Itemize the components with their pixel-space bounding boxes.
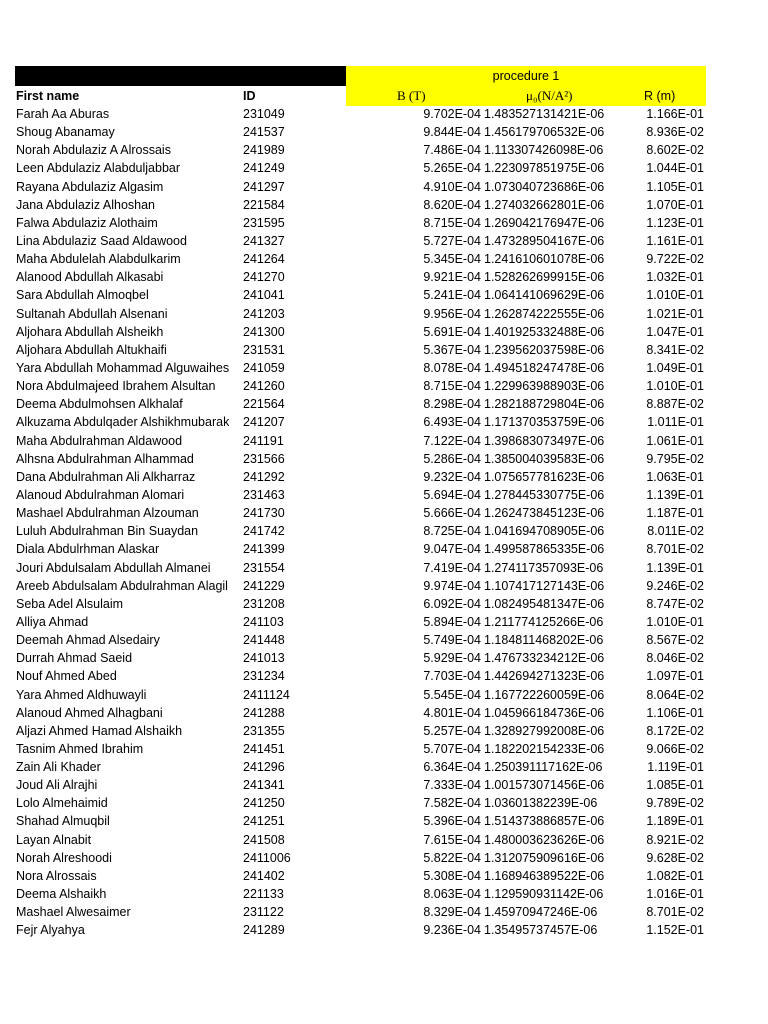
cell-r: 1.010E-01: [646, 288, 704, 303]
cell-b: 4.801E-04: [423, 705, 481, 720]
cell-r: 1.011E-01: [647, 415, 704, 430]
table-row: [0, 540, 768, 558]
cell-id: 241399: [243, 542, 285, 557]
table-row: [0, 686, 768, 704]
cell-r: 1.010E-01: [646, 614, 704, 629]
cell-b: 7.582E-04: [423, 796, 481, 811]
cell-first-name: Joud Ali Alrajhi: [16, 778, 98, 793]
cell-b: 9.921E-04: [423, 270, 481, 285]
cell-b: 7.122E-04: [423, 433, 481, 448]
cell-id: 221584: [243, 197, 285, 212]
cell-first-name: Shahad Almuqbil: [16, 814, 110, 829]
cell-mu: 1.269042176947E-06: [484, 215, 605, 230]
cell-mu: 1.262874222555E-06: [484, 306, 605, 321]
cell-mu: 1.168946389522E-06: [484, 868, 605, 883]
cell-r: 8.064E-02: [646, 687, 704, 702]
cell-first-name: Durrah Ahmad Saeid: [16, 651, 133, 666]
cell-b: 5.257E-04: [423, 723, 481, 738]
cell-r: 1.085E-01: [646, 778, 704, 793]
cell-first-name: Maha Abdulrahman Aldawood: [16, 433, 183, 448]
cell-b: 7.615E-04: [423, 832, 481, 847]
cell-mu: 1.082495481347E-06: [484, 596, 605, 611]
cell-mu: 1.476733234212E-06: [484, 651, 605, 666]
cell-b: 7.703E-04: [423, 669, 481, 684]
cell-id: 241297: [243, 179, 285, 194]
table-row: [0, 758, 768, 776]
table-row: [0, 722, 768, 740]
cell-r: 1.063E-01: [646, 469, 704, 484]
cell-first-name: Yara Ahmed Aldhuwayli: [16, 687, 147, 702]
cell-mu: 1.182202154233E-06: [484, 741, 605, 756]
cell-mu: 1.262473845123E-06: [484, 506, 605, 521]
cell-b: 5.694E-04: [423, 487, 481, 502]
cell-mu: 1.528262699915E-06: [484, 270, 605, 285]
cell-first-name: Tasnim Ahmed Ibrahim: [16, 741, 144, 756]
cell-first-name: Shoug Abanamay: [16, 125, 115, 140]
cell-r: 1.161E-01: [646, 233, 704, 248]
cell-first-name: Zain Ali Khader: [16, 760, 101, 775]
cell-r: 1.123E-01: [646, 215, 704, 230]
cell-mu: 1.35495737457E-06: [484, 923, 598, 938]
cell-r: 1.032E-01: [646, 270, 704, 285]
cell-b: 6.364E-04: [423, 760, 481, 775]
cell-mu: 1.229963988903E-06: [484, 379, 605, 394]
cell-id: 2411006: [243, 850, 291, 865]
cell-first-name: Lina Abdulaziz Saad Aldawood: [16, 233, 187, 248]
cell-r: 1.049E-01: [646, 360, 704, 375]
cell-r: 1.010E-01: [646, 379, 704, 394]
cell-mu: 1.312075909616E-06: [484, 850, 605, 865]
cell-first-name: Aljazi Ahmed Hamad Alshaikh: [16, 723, 183, 738]
table-row: [0, 559, 768, 577]
cell-r: 8.701E-02: [646, 542, 704, 557]
cell-first-name: Areeb Abdulsalam Abdulrahman Alagil: [16, 578, 228, 593]
cell-first-name: Nora Alrossais: [16, 868, 97, 883]
cell-first-name: Lolo Almehaimid: [16, 796, 108, 811]
cell-b: 5.666E-04: [423, 506, 481, 521]
cell-first-name: Aljohara Abdullah Altukhaifi: [16, 342, 167, 357]
cell-r: 1.166E-01: [646, 107, 704, 121]
cell-r: 8.567E-02: [646, 633, 704, 648]
cell-id: 231463: [243, 487, 285, 502]
cell-mu: 1.514373886857E-06: [484, 814, 605, 829]
cell-first-name: Deema Alshaikh: [16, 887, 107, 902]
cell-mu: 1.385004039583E-06: [484, 451, 605, 466]
cell-mu: 1.473289504167E-06: [484, 233, 605, 248]
cell-id: 241296: [243, 760, 285, 775]
cell-mu: 1.494518247478E-06: [484, 360, 605, 375]
cell-r: 1.106E-01: [646, 705, 704, 720]
table-row: [0, 178, 768, 196]
table-row: [0, 613, 768, 631]
table-row: [0, 214, 768, 232]
cell-first-name: Jouri Abdulsalam Abdullah Almanei: [16, 560, 211, 575]
table-row: [0, 831, 768, 849]
cell-id: 241742: [243, 524, 285, 539]
cell-b: 5.691E-04: [423, 324, 481, 339]
cell-r: 8.602E-02: [646, 143, 704, 158]
cell-mu: 1.075657781623E-06: [484, 469, 605, 484]
cell-id: 241292: [243, 469, 285, 484]
cell-first-name: Alanoud Ahmed Alhagbani: [16, 705, 163, 720]
procedure-title: procedure 1: [492, 69, 560, 83]
cell-first-name: Norah Abdulaziz A Alrossais: [16, 143, 171, 158]
cell-mu: 1.223097851975E-06: [484, 161, 605, 176]
cell-r: 8.011E-02: [647, 524, 704, 539]
cell-b: 5.308E-04: [423, 868, 481, 883]
cell-mu: 1.398683073497E-06: [484, 433, 605, 448]
table-row: [0, 159, 768, 177]
cell-first-name: Maha Abdulelah Alabdulkarim: [16, 252, 181, 267]
cell-id: 241270: [243, 270, 285, 285]
table-row: [0, 667, 768, 685]
cell-mu: 1.045966184736E-06: [484, 705, 605, 720]
cell-b: 5.265E-04: [423, 161, 481, 176]
cell-b: 5.707E-04: [423, 741, 481, 756]
cell-id: 241013: [243, 651, 285, 666]
cell-b: 8.329E-04: [423, 905, 481, 920]
table-row: [0, 305, 768, 323]
cell-b: 5.727E-04: [423, 233, 481, 248]
cell-mu: 1.167722260059E-06: [484, 687, 605, 702]
table-row: [0, 105, 768, 123]
table-row: [0, 577, 768, 595]
cell-mu: 1.45970947246E-06: [484, 905, 598, 920]
cell-mu: 1.001573071456E-06: [484, 778, 605, 793]
cell-first-name: Luluh Abdulrahman Bin Suaydan: [16, 524, 199, 539]
table-row: [0, 812, 768, 830]
cell-id: 231234: [243, 669, 285, 684]
cell-r: 8.046E-02: [646, 651, 704, 666]
column-header-b: B (T): [397, 88, 426, 103]
table-row: [0, 413, 768, 431]
cell-mu: 1.483527131421E-06: [484, 107, 605, 121]
cell-b: 4.910E-04: [423, 179, 481, 194]
table-row: [0, 468, 768, 486]
cell-first-name: Nouf Ahmed Abed: [16, 669, 117, 684]
table-row: [0, 504, 768, 522]
cell-mu: 1.241610601078E-06: [484, 252, 605, 267]
cell-r: 9.066E-02: [646, 741, 704, 756]
cell-mu: 1.211774125266E-06: [484, 614, 604, 629]
cell-id: 231595: [243, 215, 285, 230]
cell-first-name: Alhsna Abdulrahman Alhammad: [16, 451, 194, 466]
cell-id: 241451: [243, 741, 285, 756]
cell-id: 241448: [243, 633, 285, 648]
cell-id: 241288: [243, 705, 285, 720]
cell-first-name: Alanoud Abdulrahman Alomari: [16, 487, 185, 502]
table-row: [0, 123, 768, 141]
cell-id: 241264: [243, 252, 285, 267]
cell-first-name: Falwa Abdulaziz Alothaim: [16, 215, 158, 230]
table-row: [0, 704, 768, 722]
cell-r: 1.061E-01: [646, 433, 704, 448]
cell-b: 9.236E-04: [423, 923, 481, 938]
column-header-r: R (m): [644, 89, 676, 103]
cell-b: 8.725E-04: [423, 524, 481, 539]
cell-id: 231566: [243, 451, 285, 466]
table-row: [0, 849, 768, 867]
cell-first-name: Alanood Abdullah Alkasabi: [16, 270, 164, 285]
cell-r: 9.795E-02: [646, 451, 704, 466]
cell-first-name: Farah Aa Aburas: [16, 107, 110, 121]
cell-first-name: Leen Abdulaziz Alabduljabbar: [16, 161, 181, 176]
cell-mu: 1.480003623626E-06: [484, 832, 605, 847]
table-row: [0, 432, 768, 450]
cell-first-name: Mashael Alwesaimer: [16, 905, 131, 920]
table-row: [0, 395, 768, 413]
table-row: [0, 631, 768, 649]
table-row: [0, 522, 768, 540]
cell-first-name: Diala Abdulrhman Alaskar: [16, 542, 160, 557]
cell-mu: 1.03601382239E-06: [484, 796, 598, 811]
cell-b: 8.715E-04: [423, 215, 481, 230]
cell-first-name: Mashael Abdulrahman Alzouman: [16, 506, 199, 521]
cell-first-name: Jana Abdulaziz Alhoshan: [16, 197, 155, 212]
cell-r: 1.070E-01: [646, 197, 704, 212]
cell-b: 5.822E-04: [423, 850, 481, 865]
cell-b: 7.486E-04: [423, 143, 481, 158]
table-row: [0, 740, 768, 758]
cell-mu: 1.278445330775E-06: [484, 487, 605, 502]
cell-b: 5.545E-04: [423, 687, 481, 702]
cell-r: 8.341E-02: [646, 342, 704, 357]
cell-b: 8.715E-04: [423, 379, 481, 394]
cell-id: 241989: [243, 143, 285, 158]
cell-id: 241402: [243, 868, 285, 883]
cell-first-name: Sara Abdullah Almoqbel: [16, 288, 149, 303]
column-header-id: ID: [243, 89, 256, 103]
cell-id: 241300: [243, 324, 285, 339]
cell-id: 241203: [243, 306, 285, 321]
cell-mu: 1.274117357093E-06: [484, 560, 604, 575]
cell-mu: 1.113307426098E-06: [484, 143, 604, 158]
cell-r: 9.789E-02: [646, 796, 704, 811]
cell-id: 231049: [243, 107, 285, 121]
cell-mu: 1.442694271323E-06: [484, 669, 605, 684]
cell-mu: 1.064141069629E-06: [484, 288, 605, 303]
table-row: [0, 359, 768, 377]
cell-id: 241537: [243, 125, 285, 140]
cell-id: 231531: [243, 342, 285, 357]
table-row: [0, 595, 768, 613]
cell-b: 5.241E-04: [423, 288, 481, 303]
cell-id: 241289: [243, 923, 285, 938]
data-rows: [0, 105, 768, 939]
cell-mu: 1.129590931142E-06: [484, 887, 604, 902]
cell-mu: 1.250391117162E-06: [484, 760, 603, 775]
cell-id: 241341: [243, 778, 285, 793]
cell-b: 5.286E-04: [423, 451, 481, 466]
cell-b: 5.749E-04: [423, 633, 481, 648]
cell-r: 1.105E-01: [646, 179, 704, 194]
cell-r: 1.097E-01: [646, 669, 704, 684]
cell-first-name: Deema Abdulmohsen Alkhalaf: [16, 397, 183, 412]
cell-id: 231554: [243, 560, 285, 575]
cell-id: 241327: [243, 233, 285, 248]
cell-b: 5.894E-04: [423, 614, 481, 629]
cell-r: 1.016E-01: [646, 887, 704, 902]
cell-mu: 1.184811468202E-06: [484, 633, 604, 648]
table-row: [0, 232, 768, 250]
cell-b: 7.333E-04: [423, 778, 481, 793]
cell-r: 9.722E-02: [646, 252, 704, 267]
cell-id: 241229: [243, 578, 285, 593]
cell-first-name: Yara Abdullah Mohammad Alguwaihes: [16, 360, 230, 375]
cell-first-name: Fejr Alyahya: [16, 923, 85, 938]
cell-mu: 1.073040723686E-06: [484, 179, 605, 194]
table-row: [0, 885, 768, 903]
cell-b: 8.078E-04: [423, 360, 481, 375]
cell-id: 241251: [243, 814, 285, 829]
cell-first-name: Aljohara Abdullah Alsheikh: [16, 324, 164, 339]
cell-id: 231208: [243, 596, 285, 611]
cell-r: 1.189E-01: [646, 814, 704, 829]
table-row: [0, 268, 768, 286]
cell-r: 1.044E-01: [646, 161, 704, 176]
cell-id: 221133: [243, 887, 284, 902]
cell-mu: 1.239562037598E-06: [484, 342, 605, 357]
cell-r: 1.047E-01: [646, 324, 704, 339]
column-header-mu: μ₀(N/A²): [526, 88, 573, 103]
cell-mu: 1.328927992008E-06: [484, 723, 605, 738]
cell-id: 231122: [243, 905, 284, 920]
cell-first-name: Alkuzama Abdulqader Alshikhmubarak: [16, 415, 230, 430]
cell-id: 231355: [243, 723, 285, 738]
cell-mu: 1.274032662801E-06: [484, 197, 605, 212]
cell-r: 1.021E-01: [646, 306, 704, 321]
cell-first-name: Seba Adel Alsulaim: [16, 596, 124, 611]
cell-first-name: Nora Abdulmajeed Ibrahem Alsultan: [16, 379, 216, 394]
cell-id: 241260: [243, 379, 285, 394]
cell-id: 241041: [243, 288, 285, 303]
cell-r: 1.187E-01: [646, 506, 704, 521]
cell-first-name: Norah Alreshoodi: [16, 850, 112, 865]
cell-mu: 1.171370353759E-06: [484, 415, 605, 430]
cell-b: 9.844E-04: [423, 125, 481, 140]
cell-b: 6.092E-04: [423, 596, 481, 611]
cell-mu: 1.499587865335E-06: [484, 542, 605, 557]
cell-id: 241250: [243, 796, 285, 811]
cell-id: 241249: [243, 161, 285, 176]
table-row: [0, 776, 768, 794]
cell-mu: 1.401925332488E-06: [484, 324, 605, 339]
table-row: [0, 250, 768, 268]
cell-b: 8.298E-04: [423, 397, 481, 412]
cell-mu: 1.456179706532E-06: [484, 125, 605, 140]
cell-r: 1.139E-01: [646, 560, 704, 575]
column-header-first-name: First name: [16, 89, 80, 103]
table-row: [0, 341, 768, 359]
table-row: [0, 377, 768, 395]
cell-b: 9.956E-04: [423, 306, 481, 321]
cell-b: 5.345E-04: [423, 252, 481, 267]
table-row: [0, 867, 768, 885]
cell-b: 5.929E-04: [423, 651, 481, 666]
table-row: [0, 450, 768, 468]
cell-mu: 1.282188729804E-06: [484, 397, 605, 412]
cell-id: 241508: [243, 832, 285, 847]
table-row: [0, 794, 768, 812]
cell-r: 1.119E-01: [647, 760, 704, 775]
table-row: [0, 141, 768, 159]
cell-r: 1.082E-01: [646, 868, 704, 883]
cell-first-name: Sultanah Abdullah Alsenani: [16, 306, 168, 321]
cell-id: 241103: [243, 614, 284, 629]
table-row: [0, 649, 768, 667]
cell-r: 8.172E-02: [646, 723, 704, 738]
cell-first-name: Alliya Ahmad: [16, 614, 89, 629]
cell-b: 7.419E-04: [423, 560, 481, 575]
header-black-bar: [15, 66, 346, 86]
cell-b: 9.232E-04: [423, 469, 481, 484]
cell-id: 241059: [243, 360, 285, 375]
cell-b: 9.047E-04: [423, 542, 481, 557]
cell-b: 5.367E-04: [423, 342, 481, 357]
cell-b: 9.974E-04: [423, 578, 481, 593]
cell-mu: 1.041694708905E-06: [484, 524, 605, 539]
cell-id: 221564: [243, 397, 285, 412]
cell-mu: 1.107417127143E-06: [484, 578, 605, 593]
table-row: [0, 286, 768, 304]
table-row: [0, 903, 768, 921]
cell-r: 8.701E-02: [646, 905, 704, 920]
table-row: [0, 486, 768, 504]
cell-first-name: Dana Abdulrahman Ali Alkharraz: [16, 469, 196, 484]
cell-r: 8.747E-02: [646, 596, 704, 611]
cell-r: 9.628E-02: [646, 850, 704, 865]
cell-first-name: Layan Alnabit: [16, 832, 92, 847]
cell-id: 241191: [243, 433, 284, 448]
table-row: [0, 921, 768, 939]
cell-r: 9.246E-02: [646, 578, 704, 593]
cell-b: 6.493E-04: [423, 415, 481, 430]
cell-r: 8.921E-02: [646, 832, 704, 847]
table-row: [0, 196, 768, 214]
table-row: [0, 323, 768, 341]
cell-first-name: Deemah Ahmad Alsedairy: [16, 633, 160, 648]
cell-id: 241730: [243, 506, 285, 521]
cell-b: 5.396E-04: [423, 814, 481, 829]
cell-b: 8.063E-04: [423, 887, 481, 902]
cell-id: 2411124: [243, 687, 290, 702]
cell-first-name: Rayana Abdulaziz Algasim: [16, 179, 164, 194]
cell-b: 9.702E-04: [423, 107, 481, 121]
cell-r: 8.887E-02: [646, 397, 704, 412]
cell-r: 1.139E-01: [646, 487, 704, 502]
cell-r: 8.936E-02: [646, 125, 704, 140]
cell-id: 241207: [243, 415, 285, 430]
cell-b: 8.620E-04: [423, 197, 481, 212]
cell-r: 1.152E-01: [646, 923, 704, 938]
